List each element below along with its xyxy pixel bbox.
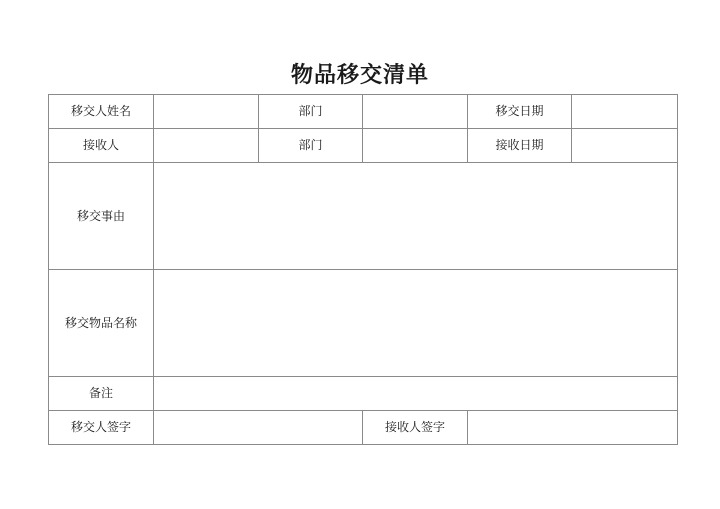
table-row	[49, 129, 678, 163]
receive-date-field[interactable]	[572, 129, 678, 163]
handover-reason-field[interactable]	[154, 163, 678, 270]
handover-person-name-field[interactable]	[154, 95, 259, 129]
receiver-department-field[interactable]	[363, 129, 468, 163]
table-row	[49, 377, 678, 411]
department-label: 部门	[259, 95, 363, 129]
receiver-signature-field[interactable]	[468, 411, 678, 445]
handover-person-name-label: 移交人姓名	[49, 95, 154, 129]
receive-date-label: 接收日期	[468, 129, 572, 163]
handover-form-table	[48, 94, 678, 445]
table-row	[49, 270, 678, 377]
table-row	[49, 163, 678, 270]
receiver-label: 接收人	[49, 129, 154, 163]
page-title: 物品移交清单	[290, 63, 429, 88]
handover-reason-label: 移交事由	[49, 163, 154, 270]
remarks-label: 备注	[49, 377, 154, 411]
table-row	[49, 95, 678, 129]
receiver-signature-label: 接收人签字	[363, 411, 468, 445]
remarks-field[interactable]	[154, 377, 678, 411]
handover-item-name-field[interactable]	[154, 270, 678, 377]
receiver-department-label: 部门	[259, 129, 363, 163]
handover-signature-label: 移交人签字	[49, 411, 154, 445]
handover-date-field[interactable]	[572, 95, 678, 129]
handover-item-name-label: 移交物品名称	[49, 270, 154, 377]
handover-date-label: 移交日期	[468, 95, 572, 129]
department-field[interactable]	[363, 95, 468, 129]
receiver-field[interactable]	[154, 129, 259, 163]
handover-signature-field[interactable]	[154, 411, 363, 445]
table-row	[49, 411, 678, 445]
